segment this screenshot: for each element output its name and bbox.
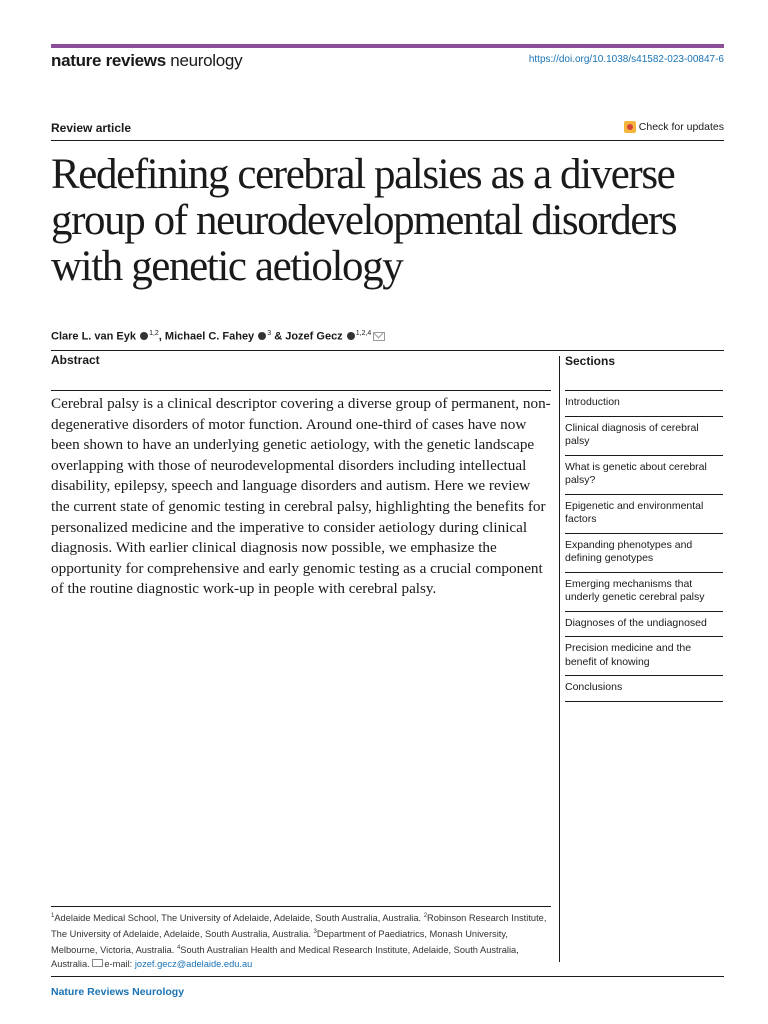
article-type-label: Review article: [51, 121, 132, 135]
journal-footer-name[interactable]: Nature Reviews Neurology: [51, 986, 185, 998]
footer-divider: [51, 976, 724, 977]
section-link-epigenetic-factors[interactable]: Epigenetic and environmental factors: [565, 495, 723, 534]
author-affiliation-ref: 3: [267, 330, 272, 337]
section-link-precision-medicine[interactable]: Precision medicine and the benefit of knowing: [565, 637, 723, 676]
article-title: Redefining cerebral palsies as a diverse group of neurodevelopmental disorders with genetic aetiology: [51, 151, 677, 290]
author-affiliation-ref: 1,2,4: [355, 330, 372, 337]
abstract-heading: Abstract: [51, 353, 100, 367]
affiliations-divider: [51, 906, 551, 907]
header-divider: [51, 140, 724, 141]
affiliations: $^1$Adelaide Medical School, The University of Adelaide, Adelaide, South Australia, Australia. $^2$Robinson Research Institute, The University of Adelaide, Adelaide, South Australia, Australia. $^3$Department of Paediatrics, Monash University, Melbourne, Victoria, Australia. $^4$South Australian Health and Medical Research Institute, Adelaide, South Australia, Australia. e-mail: jozef.gecz@adelaide.edu.au: [51, 913, 547, 970]
doi-link[interactable]: https://doi.org/10.1038/s41582-023-00847-6: [528, 54, 724, 65]
section-link-conclusions[interactable]: Conclusions: [565, 676, 723, 702]
orcid-icon[interactable]: [258, 332, 266, 340]
check-for-updates-label: Check for updates: [638, 121, 724, 133]
section-link-clinical-diagnosis[interactable]: Clinical diagnosis of cerebral palsy: [565, 417, 723, 456]
author-list: Clare L. van Eyk $^{1,2}$, Michael C. Fahey $^3$ & Jozef Gecz $^{1,2,4}$: [51, 330, 385, 343]
section-link-introduction[interactable]: Introduction: [565, 391, 723, 417]
affiliation-3: Department of Paediatrics, Monash University, Melbourne, Victoria, Australia.: [51, 929, 508, 956]
email-label: e-mail:: [104, 959, 133, 970]
abstract-divider: [51, 390, 551, 391]
crossmark-icon: [624, 121, 636, 133]
email-icon[interactable]: [373, 332, 385, 341]
orcid-icon[interactable]: [140, 332, 148, 340]
email-link[interactable]: jozef.gecz@adelaide.edu.au: [134, 959, 253, 970]
sections-nav: [565, 390, 723, 702]
section-link-diagnoses-undiagnosed[interactable]: Diagnoses of the undiagnosed: [565, 612, 723, 638]
email-icon: [92, 959, 103, 967]
section-link-what-is-genetic[interactable]: What is genetic about cerebral palsy?: [565, 456, 723, 495]
journal-logo[interactable]: nature reviews neurology: [51, 51, 243, 70]
check-for-updates-button[interactable]: [624, 121, 724, 133]
column-divider: [559, 356, 560, 962]
abstract-text: Cerebral palsy is a clinical descriptor covering a diverse group of permanent, non-degenerative disorders of motor function. Around one-third of cases have now been shown to have an underlying genetic aetiology, with the genetic landscape overlapping with those of neurodevelopmental disorders including intellectual disability, epilepsy, speech and language disorders and autism. Here we review the current state of genomic testing in cerebral palsy, highlighting the benefits for personalized medicine and the imperative to consider aetiology during clinical diagnosis. With earlier clinical diagnosis now possible, we emphasize the opportunity for comprehensive and early genomic testing as a crucial component of the routine diagnostic work-up in people with cerebral palsy.: [51, 395, 551, 598]
section-link-emerging-mechanisms[interactable]: Emerging mechanisms that underly genetic cerebral palsy: [565, 573, 723, 612]
author-affiliation-ref: 1,2: [149, 330, 159, 337]
section-link-expanding-phenotypes[interactable]: Expanding phenotypes and defining genotypes: [565, 534, 723, 573]
affiliation-1: Adelaide Medical School, The University of Adelaide, Adelaide, South Australia, Australia.: [54, 913, 422, 924]
sections-heading: Sections: [565, 354, 616, 368]
author-name[interactable]: Clare L. van Eyk: [51, 330, 136, 343]
orcid-icon[interactable]: [347, 332, 355, 340]
journal-accent-bar: [51, 44, 724, 48]
author-name[interactable]: Jozef Gecz: [285, 330, 343, 343]
author-name[interactable]: Michael C. Fahey: [164, 330, 255, 343]
affiliation-4: South Australian Health and Medical Research Institute, Adelaide, South Australia, Australia.: [51, 945, 519, 970]
affiliation-2: Robinson Research Institute, The University of Adelaide, Adelaide, South Australia, Australia.: [51, 913, 547, 940]
authors-divider: [51, 350, 724, 351]
